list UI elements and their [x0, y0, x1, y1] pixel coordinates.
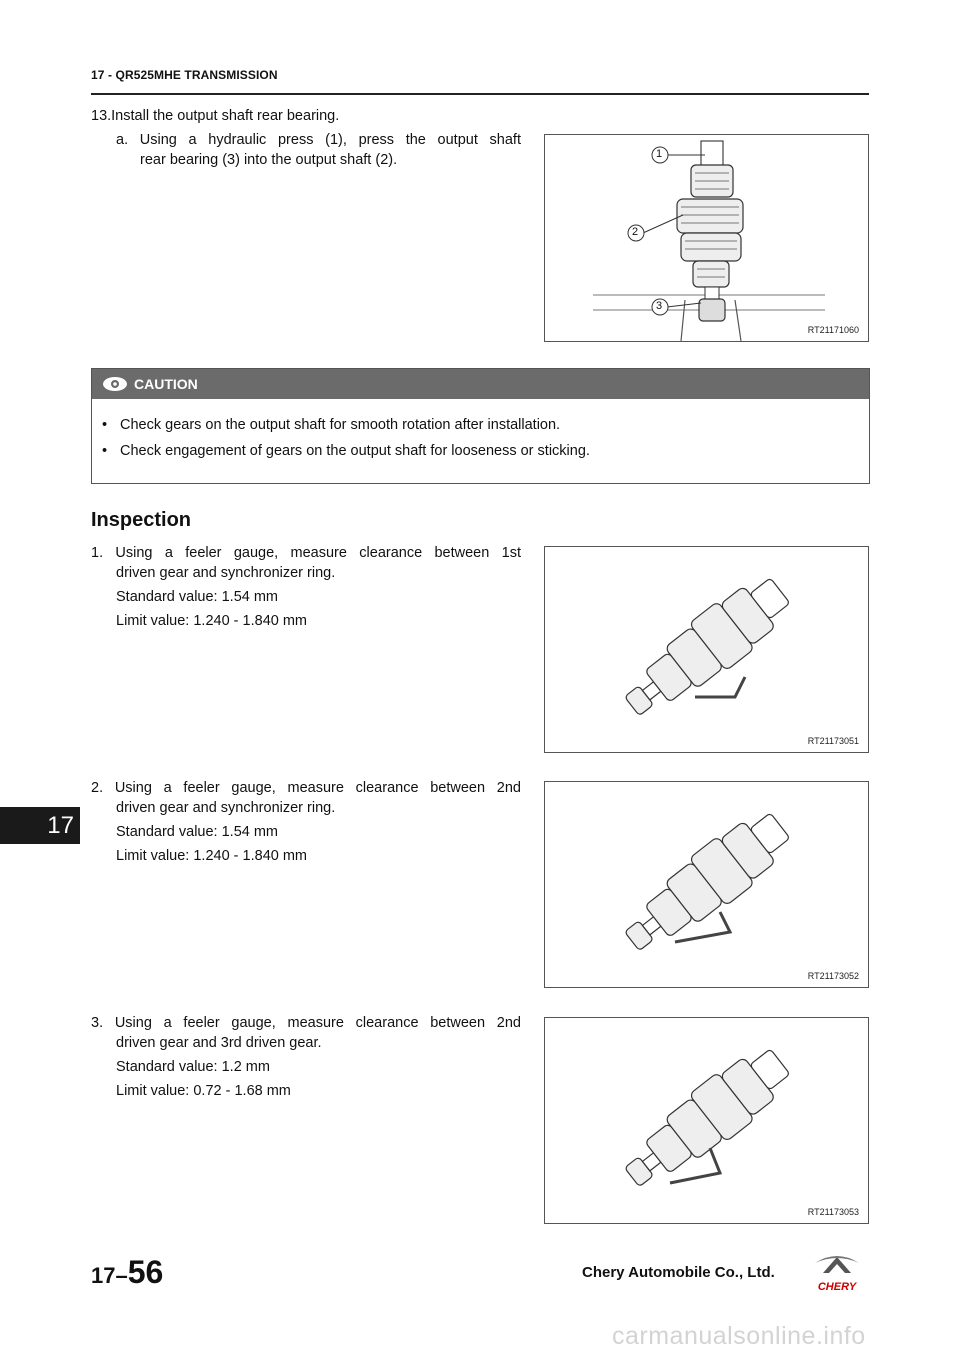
gear-press-illustration — [545, 135, 868, 341]
eye-icon — [102, 376, 128, 392]
bullet: • — [102, 443, 108, 459]
figure-step-1 — [544, 546, 869, 753]
figure-step-3 — [544, 1017, 869, 1224]
caution-label: CAUTION — [134, 376, 198, 392]
standard-value: Standard value: 1.54 mm — [116, 824, 279, 840]
inspection-step-2-line1: 2. Using a feeler gauge, measure clearance between 2nd — [91, 780, 521, 796]
install-step-text: 13.Install the output shaft rear bearing. — [91, 108, 340, 124]
header-divider — [91, 93, 869, 95]
callout-3: 3 — [656, 300, 663, 312]
page-number-value: 56 — [127, 1254, 164, 1290]
inspection-step-3-line1: 3. Using a feeler gauge, measure clearance between 2nd — [91, 1015, 521, 1031]
watermark: carmanualsonline.info — [612, 1322, 866, 1350]
install-substep-a-line1: a. Using a hydraulic press (1), press the output shaft — [116, 132, 521, 148]
caution-item: • Check engagement of gears on the output shaft for looseness or sticking. — [102, 443, 590, 459]
bullet: • — [102, 417, 108, 433]
company-name: Chery Automobile Co., Ltd. — [582, 1264, 775, 1281]
inspection-step-3-line2: driven gear and 3rd driven gear. — [116, 1035, 322, 1051]
caution-box — [91, 368, 870, 484]
chapter-tab: 17 — [0, 807, 80, 844]
figure-output-shaft-bearing — [544, 134, 869, 342]
logo-text: CHERY — [817, 1281, 857, 1293]
inspection-step-1-line1: 1. Using a feeler gauge, measure clearance between 1st — [91, 545, 521, 561]
caution-item: • Check gears on the output shaft for smooth rotation after installation. — [102, 417, 561, 433]
inspection-step-1-line2: driven gear and synchronizer ring. — [116, 565, 336, 581]
gear-shaft-illustration — [545, 782, 868, 987]
figure-code: RT21173053 — [807, 1207, 859, 1217]
gear-shaft-illustration — [545, 1018, 868, 1223]
section-header-title: 17 - QR525MHE TRANSMISSION — [91, 68, 278, 82]
limit-value: Limit value: 0.72 - 1.68 mm — [116, 1083, 291, 1099]
gear-shaft-illustration — [545, 547, 868, 752]
inspection-heading: Inspection — [91, 509, 192, 531]
figure-code: RT21173052 — [807, 971, 859, 981]
standard-value: Standard value: 1.2 mm — [116, 1059, 270, 1075]
inspection-step-2-line2: driven gear and synchronizer ring. — [116, 800, 336, 816]
chery-logo — [805, 1253, 869, 1293]
chery-logo-icon — [805, 1253, 869, 1293]
install-substep-a-line2: rear bearing (3) into the output shaft (2). — [140, 152, 398, 168]
callout-1: 1 — [656, 148, 663, 160]
figure-code: RT21171060 — [807, 325, 859, 335]
figure-step-2 — [544, 781, 869, 988]
callout-2: 2 — [632, 226, 639, 238]
figure-code: RT21173051 — [807, 736, 859, 746]
page-prefix: 17– — [91, 1263, 128, 1288]
limit-value: Limit value: 1.240 - 1.840 mm — [116, 613, 308, 629]
page-number — [91, 1254, 163, 1291]
limit-value: Limit value: 1.240 - 1.840 mm — [116, 848, 308, 864]
caution-header — [92, 369, 869, 399]
standard-value: Standard value: 1.54 mm — [116, 589, 279, 605]
